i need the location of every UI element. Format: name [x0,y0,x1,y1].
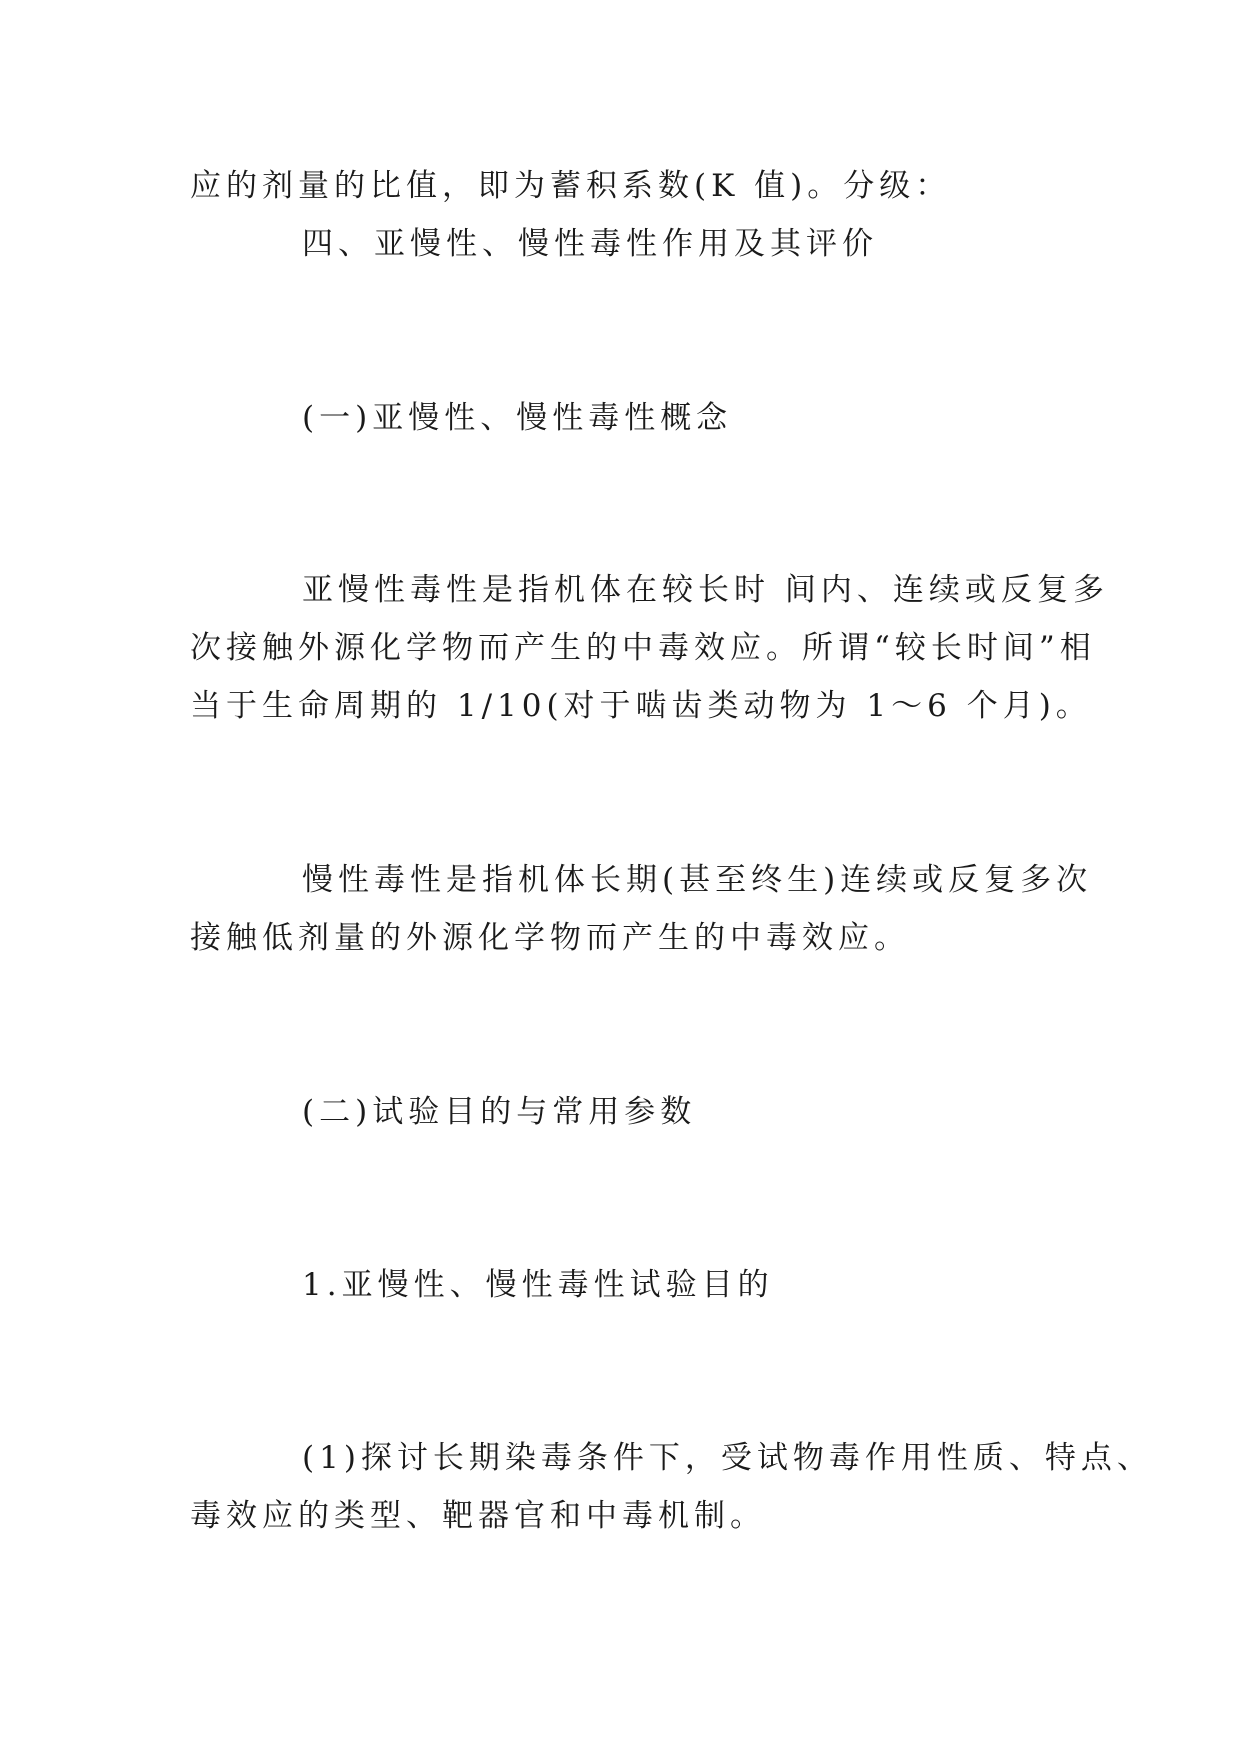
paragraph-subchronic-line-2: 次接触外源化学物而产生的中毒效应。所谓“较长时间”相 [190,630,1096,666]
list-item-1-line-2: 毒效应的类型、靶器官和中毒机制。 [190,1498,766,1534]
list-item-1-line-1: (1)探讨长期染毒条件下，受试物毒作用性质、特点、 [302,1440,1153,1476]
numbered-heading-1: 1.亚慢性、慢性毒性试验目的 [302,1267,774,1303]
section-heading: 四、亚慢性、慢性毒性作用及其评价 [302,226,878,262]
subsection-heading-concept: (一)亚慢性、慢性毒性概念 [302,400,733,436]
paragraph-chronic-line-1: 慢性毒性是指机体长期(甚至终生)连续或反复多次 [302,862,1093,898]
paragraph-chronic-line-2: 接触低剂量的外源化学物而产生的中毒效应。 [190,920,910,956]
paragraph-subchronic-line-1: 亚慢性毒性是指机体在较长时 间内、连续或反复多 [302,572,1109,608]
subsection-heading-purpose: (二)试验目的与常用参数 [302,1094,697,1130]
paragraph-subchronic-line-3: 当于生命周期的 1/10(对于啮齿类动物为 1～6 个月)。 [190,688,1092,724]
text-line-continuation: 应的剂量的比值，即为蓄积系数(K 值)。分级： [190,168,952,204]
